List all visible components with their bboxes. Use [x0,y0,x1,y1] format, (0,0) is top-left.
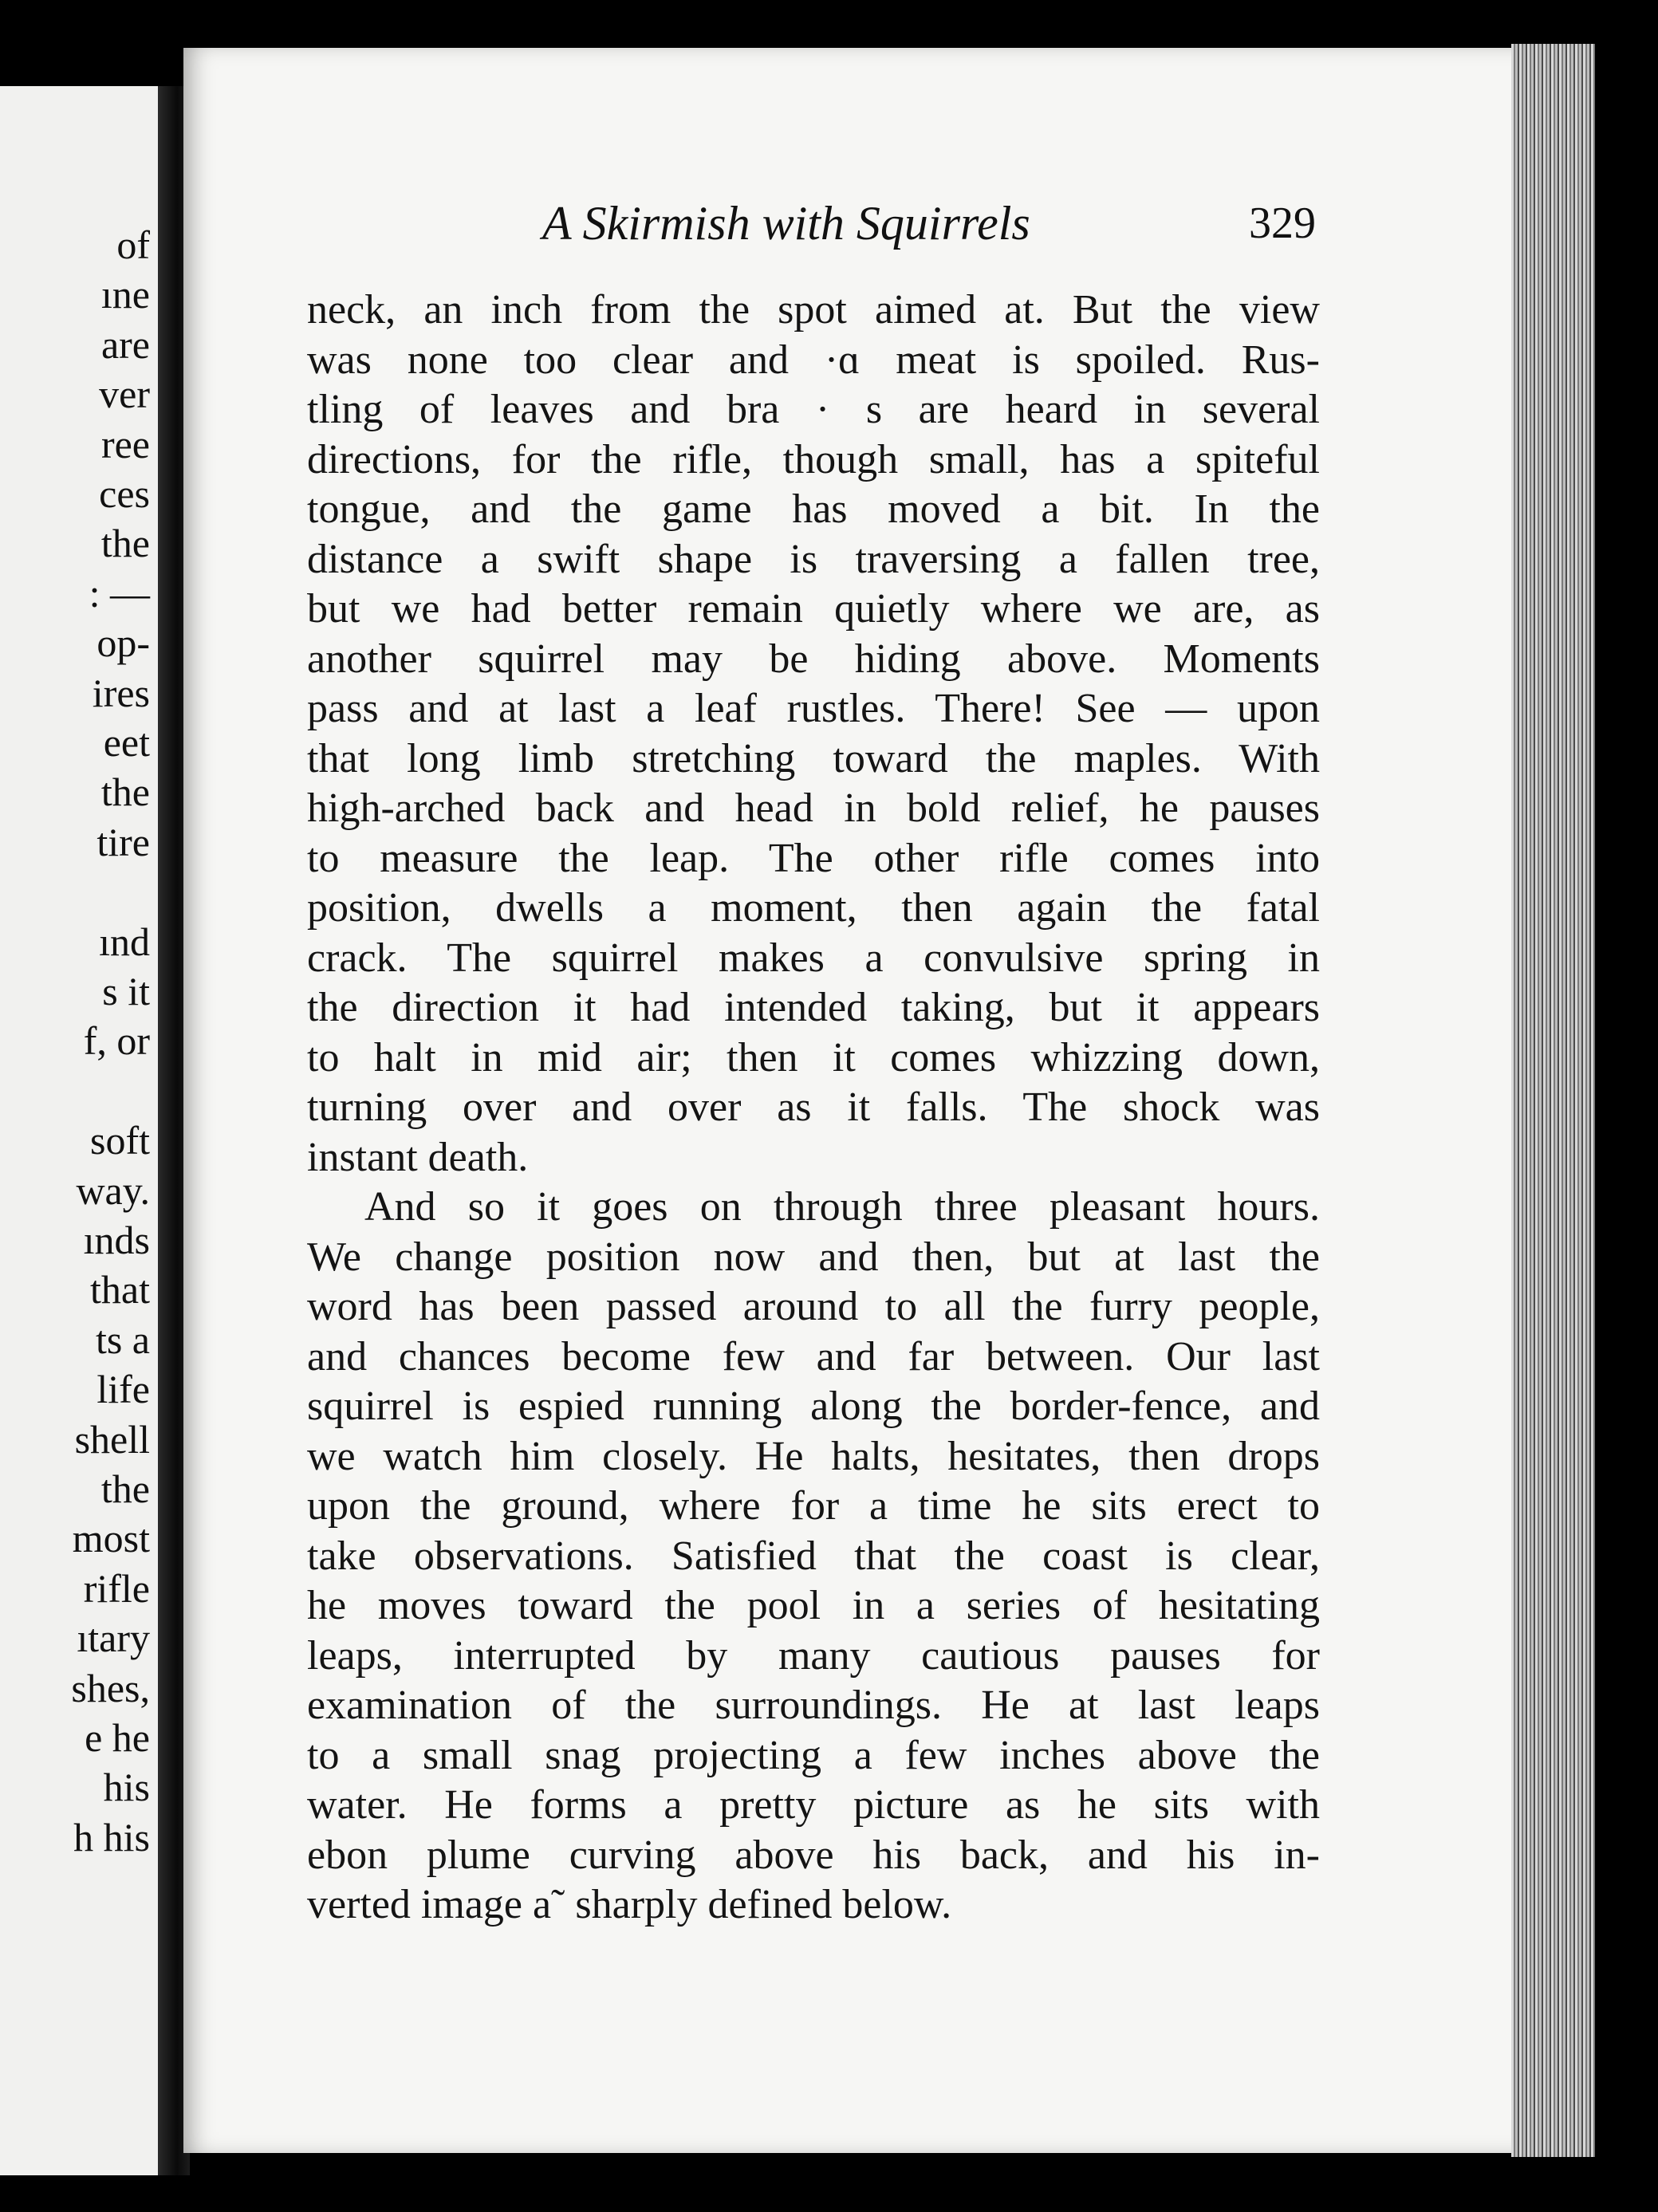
left-page-text-fragment: are [100,321,150,367]
running-title: A Skirmish with Squirrels [542,197,1030,250]
body-text-line: we watch him closely. He halts, hesitates, then drops [307,1433,1320,1479]
left-page-text-fragment: his [103,1765,150,1810]
left-page-text-fragment: shell [74,1416,150,1462]
scan-background-right [1595,0,1658,2212]
left-page-text-fragment: soft [90,1118,150,1163]
left-page-text-fragment: op- [96,620,150,666]
body-text-line: tongue, and the game has moved a bit. In the [307,486,1320,532]
page-edges [1511,44,1595,2157]
body-text-line: upon the ground, where for a time he sits erect to [307,1483,1320,1529]
body-text-line: distance a swift shape is traversing a fallen tree, [307,536,1320,582]
left-page-text-fragment: ıtary [77,1616,150,1661]
left-page-fragment [0,86,158,2175]
body-text-line: examination of the surroundings. He at last leaps [307,1683,1320,1728]
left-page-text-fragment: ver [99,372,150,417]
body-text-line: crack. The squirrel makes a convulsive spring in [307,935,1320,981]
left-page-text-fragment: h his [73,1814,150,1860]
body-text-line: the direction it had intended taking, but it appears [307,985,1320,1030]
left-page-text-fragment: the [100,769,150,815]
body-text-line: verted image a˜ sharply defined below. [307,1882,952,1927]
left-page-text-fragment: way. [76,1167,150,1213]
left-page-text-fragment: the [100,521,150,566]
left-page-text-fragment: of [116,222,150,267]
body-text-line: he moves toward the pool in a series of hesitating [307,1583,1320,1628]
left-page-text-fragment: most [72,1516,150,1561]
body-text-line: ebon plume curving above his back, and his in- [307,1832,1320,1878]
left-page-text-fragment: eet [103,720,150,765]
left-page-text-fragment: life [96,1367,150,1412]
body-text-line: squirrel is espied running along the border-fence, and [307,1383,1320,1429]
body-text-line: instant death. [307,1134,529,1180]
body-text-line: but we had better remain quietly where we are, as [307,586,1320,632]
body-text-line: pass and at last a leaf rustles. There! See — upon [307,686,1320,731]
body-text-line: water. He forms a pretty picture as he sits with [307,1782,1320,1828]
body-text-line: to halt in mid air; then it comes whizzing down, [307,1034,1320,1080]
body-text-line: that long limb stretching toward the maples. With [307,735,1320,781]
left-page-text-fragment: ıne [100,272,150,317]
body-text-line: was none too clear and ·ɑ meat is spoiled. Rus- [307,337,1320,383]
left-page-text-fragment: : — [89,570,150,616]
body-text-line: another squirrel may be hiding above. Moments [307,636,1320,682]
body-text-line: And so it goes on through three pleasant hours. [364,1184,1320,1230]
body-text-line: to a small snag projecting a few inches above the [307,1732,1320,1778]
left-page-text-fragment: tire [96,819,150,864]
body-text-line: to measure the leap. The other rifle comes into [307,835,1320,881]
left-page-text-fragment: ree [100,421,150,466]
left-page-text-fragment: f, or [83,1018,150,1064]
left-page-text-fragment: shes, [71,1665,150,1710]
body-text-line: leaps, interrupted by many cautious pauses for [307,1632,1320,1679]
body-text-line: directions, for the rifle, though small, has a spiteful [307,436,1320,482]
running-head [303,196,1316,260]
left-page-text-fragment: that [90,1267,150,1313]
body-text-line: position, dwells a moment, then again the fatal [307,885,1320,931]
page-number: 329 [1249,199,1316,248]
scan-background-top [0,0,1658,48]
body-text-line: take observations. Satisfied that the coast is clear, [307,1533,1320,1579]
left-page-text-fragment: s it [102,969,150,1014]
body-text-line: word has been passed around to all the furry people, [307,1284,1320,1329]
body-text-line: and chances become few and far between. Our last [307,1333,1320,1380]
body-text-line: high-arched back and head in bold relief, he pauses [307,785,1320,831]
left-page-text-fragment: ts a [95,1317,150,1362]
body-text-line: turning over and over as it falls. The shock was [307,1084,1320,1130]
body-text-line: We change position now and then, but at last the [307,1234,1320,1280]
left-page-text-fragment: rifle [83,1565,150,1611]
body-text-line: tling of leaves and bra · s are heard in several [307,387,1320,432]
left-page-text-fragment: e he [85,1715,150,1760]
left-page-text-fragment: ınd [99,919,150,964]
left-page-text-fragment: the [100,1466,150,1511]
left-page-text-fragment: ces [99,471,150,516]
left-page-text-fragment: ires [92,670,150,715]
left-page-text-fragment: ınds [83,1218,150,1262]
body-text [307,285,1320,1931]
body-text-line: neck, an inch from the spot aimed at. But the view [307,287,1320,333]
